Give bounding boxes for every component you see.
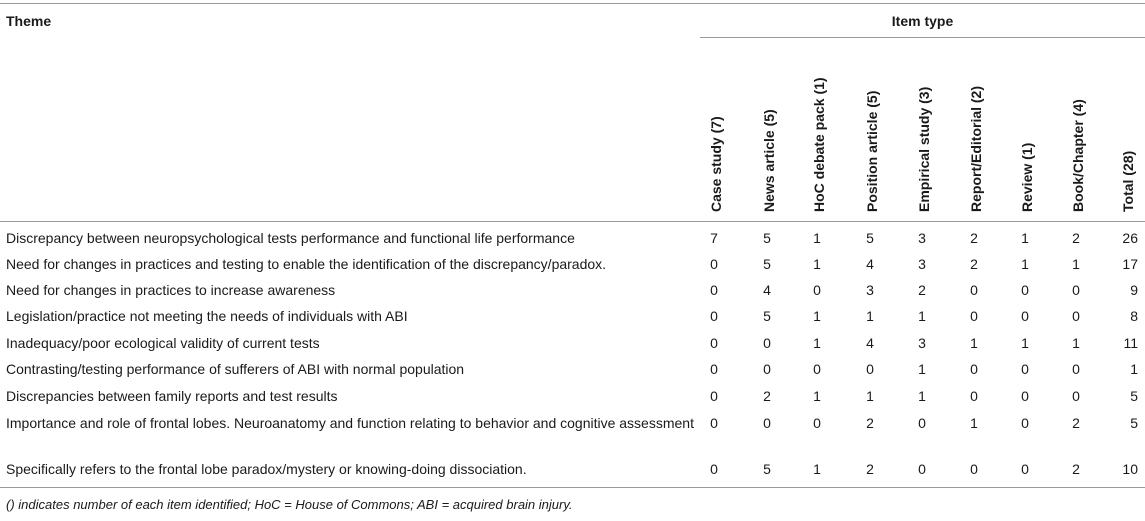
value-cell: 0 — [763, 415, 771, 431]
value-cell: 0 — [813, 282, 821, 298]
value-cell: 0 — [813, 415, 821, 431]
value-cell: 0 — [918, 461, 926, 477]
value-cell: 0 — [710, 361, 718, 377]
value-cell: 0 — [1072, 308, 1080, 324]
value-cell: 1 — [1072, 335, 1080, 351]
value-cell: 1 — [918, 308, 926, 324]
total-cell: 10 — [1122, 461, 1138, 477]
theme-cell: Contrasting/testing performance of sufferers of ABI with normal population — [6, 361, 465, 377]
value-cell: 0 — [1021, 388, 1029, 404]
value-cell: 0 — [710, 388, 718, 404]
theme-header: Theme — [6, 13, 52, 29]
value-cell: 2 — [918, 282, 926, 298]
col-header-book-chapter: Book/Chapter (4) — [1070, 99, 1086, 212]
value-cell: 0 — [970, 282, 978, 298]
value-cell: 0 — [1021, 461, 1029, 477]
col-header-case-study: Case study (7) — [708, 116, 724, 212]
value-cell: 1 — [918, 361, 926, 377]
value-cell: 4 — [866, 256, 874, 272]
value-cell: 2 — [1072, 415, 1080, 431]
col-header-news-article: News article (5) — [761, 109, 777, 212]
total-cell: 5 — [1130, 415, 1138, 431]
value-cell: 0 — [1021, 415, 1029, 431]
footnote: () indicates number of each item identified; HoC = House of Commons; ABI = acquired brain injury. — [6, 497, 573, 512]
col-header-empirical-study: Empirical study (3) — [916, 86, 932, 212]
value-cell: 3 — [866, 282, 874, 298]
theme-cell: Inadequacy/poor ecological validity of current tests — [6, 335, 320, 351]
value-cell: 0 — [970, 461, 978, 477]
value-cell: 2 — [1072, 230, 1080, 246]
bottom-rule — [0, 487, 1145, 488]
value-cell: 0 — [710, 415, 718, 431]
value-cell: 5 — [866, 230, 874, 246]
total-cell: 11 — [1123, 335, 1138, 351]
col-header-hoc-debate-pack: HoC debate pack (1) — [811, 77, 827, 212]
top-rule — [0, 3, 1145, 4]
theme-cell: Specifically refers to the frontal lobe paradox/mystery or knowing-doing dissociation. — [6, 461, 527, 477]
value-cell: 0 — [710, 282, 718, 298]
value-cell: 5 — [763, 230, 771, 246]
value-cell: 2 — [763, 388, 771, 404]
value-cell: 1 — [970, 335, 978, 351]
col-header-total: Total (28) — [1120, 150, 1136, 212]
value-cell: 0 — [813, 361, 821, 377]
total-cell: 8 — [1130, 308, 1138, 324]
value-cell: 1 — [1072, 256, 1080, 272]
value-cell: 5 — [763, 308, 771, 324]
value-cell: 1 — [1021, 256, 1029, 272]
value-cell: 0 — [710, 461, 718, 477]
theme-cell: Discrepancy between neuropsychological tests performance and functional life performance — [6, 230, 575, 246]
value-cell: 2 — [970, 256, 978, 272]
value-cell: 7 — [710, 230, 718, 246]
value-cell: 1 — [813, 388, 821, 404]
value-cell: 2 — [866, 461, 874, 477]
value-cell: 0 — [710, 308, 718, 324]
value-cell: 3 — [918, 335, 926, 351]
value-cell: 1 — [866, 308, 874, 324]
value-cell: 5 — [763, 256, 771, 272]
value-cell: 4 — [763, 282, 771, 298]
value-cell: 4 — [866, 335, 874, 351]
value-cell: 0 — [1072, 388, 1080, 404]
value-cell: 1 — [970, 415, 978, 431]
value-cell: 3 — [918, 256, 926, 272]
value-cell: 1 — [1021, 335, 1029, 351]
value-cell: 1 — [1021, 230, 1029, 246]
value-cell: 0 — [970, 308, 978, 324]
value-cell: 1 — [813, 256, 821, 272]
value-cell: 0 — [763, 361, 771, 377]
total-cell: 5 — [1130, 388, 1138, 404]
value-cell: 0 — [1021, 361, 1029, 377]
total-cell: 26 — [1122, 230, 1138, 246]
theme-cell: Discrepancies between family reports and test results — [6, 388, 338, 404]
value-cell: 5 — [763, 461, 771, 477]
col-header-report-editorial: Report/Editorial (2) — [968, 85, 984, 212]
value-cell: 0 — [866, 361, 874, 377]
value-cell: 0 — [1021, 282, 1029, 298]
item-type-header: Item type — [891, 13, 954, 29]
value-cell: 0 — [970, 361, 978, 377]
value-cell: 2 — [866, 415, 874, 431]
total-cell: 9 — [1130, 282, 1138, 298]
value-cell: 0 — [1072, 361, 1080, 377]
value-cell: 0 — [710, 335, 718, 351]
theme-cell: Need for changes in practices to increase awareness — [6, 282, 336, 298]
value-cell: 0 — [763, 335, 771, 351]
value-cell: 1 — [813, 308, 821, 324]
value-cell: 0 — [1072, 282, 1080, 298]
item-type-rule — [700, 37, 1145, 38]
theme-cell: Need for changes in practices and testing to enable the identification of the discrepancy/paradox. — [6, 256, 607, 272]
value-cell: 0 — [970, 388, 978, 404]
value-cell: 2 — [970, 230, 978, 246]
total-cell: 17 — [1122, 256, 1138, 272]
value-cell: 0 — [710, 256, 718, 272]
value-cell: 0 — [918, 415, 926, 431]
value-cell: 1 — [813, 335, 821, 351]
theme-cell: Importance and role of frontal lobes. Neuroanatomy and function relating to behavior and cognitive assessment — [6, 415, 694, 431]
value-cell: 1 — [866, 388, 874, 404]
value-cell: 1 — [813, 230, 821, 246]
value-cell: 2 — [1072, 461, 1080, 477]
col-header-review: Review (1) — [1019, 142, 1035, 212]
header-rule — [0, 221, 1145, 222]
total-cell: 1 — [1130, 361, 1138, 377]
value-cell: 0 — [1021, 308, 1029, 324]
value-cell: 1 — [918, 388, 926, 404]
value-cell: 3 — [918, 230, 926, 246]
col-header-position-article: Position article (5) — [864, 90, 880, 212]
theme-cell: Legislation/practice not meeting the needs of individuals with ABI — [6, 308, 408, 324]
value-cell: 1 — [813, 461, 821, 477]
